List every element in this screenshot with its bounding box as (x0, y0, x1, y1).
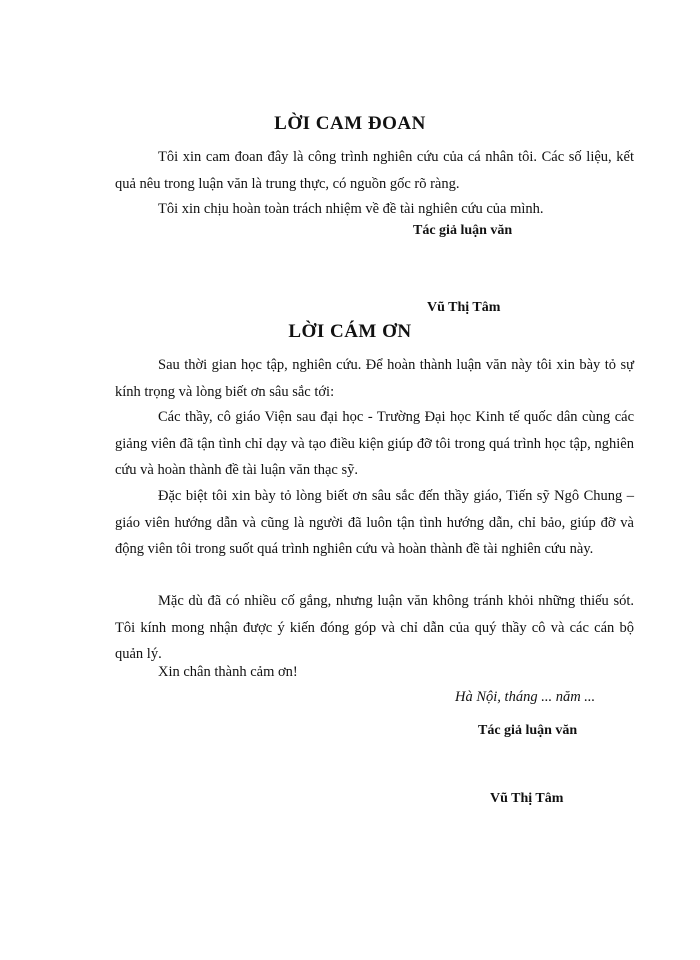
acknowledgement-author-name: Vũ Thị Tâm (490, 791, 564, 806)
declaration-author-name: Vũ Thị Tâm (427, 300, 501, 315)
acknowledgement-paragraph-2: Các thầy, cô giáo Viện sau đại học - Trường Đại học Kinh tế quốc dân cùng các giảng viên đã tận tình chỉ dạy và tạo điều kiện giúp đỡ tôi trong quá trình học tập, nghiên cứu và hoàn thành đề tài luận văn thạc sỹ. (115, 409, 634, 478)
acknowledgement-title: LỜI CÁM ƠN (288, 321, 412, 342)
acknowledgement-paragraph-5: Xin chân thành cảm ơn! (158, 664, 298, 680)
declaration-paragraph-2: Tôi xin chịu hoàn toàn trách nhiệm về đề tài nghiên cứu của mình. (158, 201, 544, 217)
acknowledgement-paragraph-4: Mặc dù đã có nhiều cố gắng, nhưng luận văn không tránh khỏi những thiếu sót. Tôi kính mong nhận được ý kiến đóng góp và chỉ dẫn của quý thầy cô và các cán bộ quản lý. (115, 593, 634, 662)
acknowledgement-place-date: Hà Nội, tháng ... năm ... (455, 689, 596, 705)
acknowledgement-paragraph-1: Sau thời gian học tập, nghiên cứu. Để hoàn thành luận văn này tôi xin bày tỏ sự kính trọng và lòng biết ơn sâu sắc tới: (115, 357, 634, 400)
acknowledgement-author-label: Tác giả luận văn (478, 723, 578, 738)
declaration-author-label: Tác giả luận văn (413, 223, 513, 238)
declaration-paragraph-1: Tôi xin cam đoan đây là công trình nghiên cứu của cá nhân tôi. Các số liệu, kết quả nêu trong luận văn là trung thực, có nguồn gốc rõ ràng. (115, 149, 634, 192)
acknowledgement-paragraph-3: Đặc biệt tôi xin bày tỏ lòng biết ơn sâu sắc đến thầy giáo, Tiến sỹ Ngô Chung – giáo viên hướng dẫn và cũng là người đã luôn tận tình hướng dẫn, chỉ bảo, giúp đỡ và động viên tôi trong suốt quá trình nghiên cứu và hoàn thành đề tài nghiên cứu này. (115, 488, 634, 557)
declaration-title: LỜI CAM ĐOAN (274, 113, 426, 134)
